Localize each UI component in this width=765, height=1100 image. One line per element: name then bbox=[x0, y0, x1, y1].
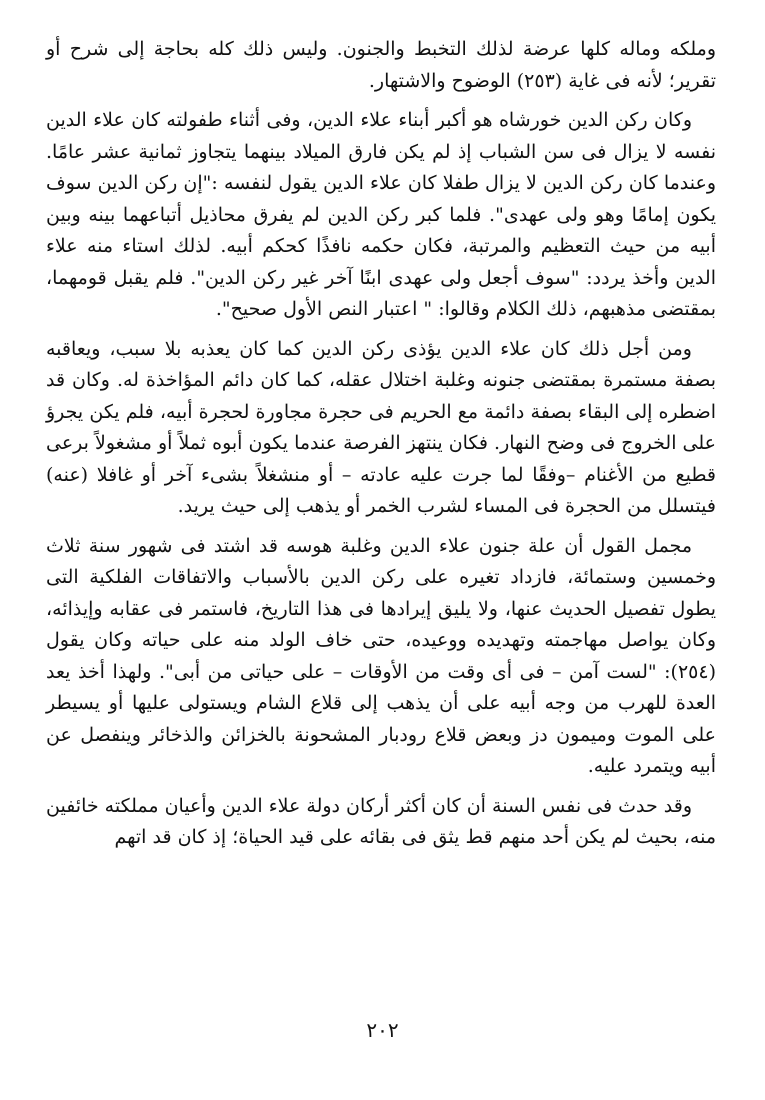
paragraph-5: وقد حدث فى نفس السنة أن كان أكثر أركان دولة علاء الدين وأعيان مملكته خائفين منه، بحيث لم يكن أحد منهم قط يثق فى بقائه على قيد الحياة؛ إذ كان قد اتهم bbox=[46, 794, 716, 848]
page-number: ٢٠٢ bbox=[366, 1018, 399, 1042]
paragraph-2: وكان ركن الدين خورشاه هو أكبر أبناء علاء الدين، وفى أثناء طفولته كان علاء الدين نفسه لا يزال فى سن الشباب إذ لم يكن فارق الميلاد بينهما يتجاوز ثمانية عشر عامًا. وعندما كان ركن الدين لا يزال طفلا كان علاء الدين يقول لنفسه :"إن ركن الدين سوف يكون إمامًا وهو ولى عهدى". فلما كبر ركن الدين لم يفرق محاذيل أتباعهما بينه وبين أبيه من حيث التعظيم والمرتبة، فكان حكمه نافذًا كحكم أبيه. لذلك استاء منه علاء الدين وأخذ يردد: "سوف أجعل ولى عهدى ابنًا آخر غير ركن الدين". فلم يقبل قومهما، بمقتضى مذهبهم، ذلك الكلام وقالوا: " اعتبار النص الأول صحيح". bbox=[46, 109, 716, 320]
paragraph-1: وملكه وماله كلها عرضة لذلك التخبط والجنون. وليس ذلك كله بحاجة إلى شرح أو تقرير؛ لأنه فى غاية (٢٥٣) الوضوح والاشتهار. bbox=[46, 38, 716, 92]
page-body bbox=[46, 34, 716, 862]
paragraph-3: ومن أجل ذلك كان علاء الدين يؤذى ركن الدين كما كان يعذبه بلا سبب، ويعاقبه بصفة مستمرة بمقتضى جنونه وغلبة اختلال عقله، كما كان دائم المؤاخذة له. وكان قد اضطره إلى البقاء بصفة دائمة مع الحريم فى حجرة مجاورة لحجرة أبيه، فلم يكن يجرؤ على الخروج فى وضح النهار. فكان ينتهز الفرصة عندما يكون أبوه ثملاً أو مشغولاً برعى قطيع من الأغنام –وفقًا لما جرت عليه عادته – أو منشغلاً بشىء آخر أو غافلا (عنه) فيتسلل من الحجرة فى المساء لشرب الخمر أو يذهب إلى حيث يريد. bbox=[46, 337, 716, 517]
paragraph-4: مجمل القول أن علة جنون علاء الدين وغلبة هوسه قد اشتد فى شهور سنة ثلاث وخمسين وستمائة، فازداد تغيره على ركن الدين بالأسباب والاتفاقات الفلكية التى يطول تفصيل الحديث عنها، ولا يليق إيرادها فى هذا التاريخ، فاستمر فى عقابه وإيذائه، وكان يواصل مهاجمته وتهديده ووعيده، حتى خاف الولد منه على حياته وكان يقول (٢٥٤): "لست آمن – فى أى وقت من الأوقات – على حياتى من أبى". ولهذا أخذ يعد العدة للهرب من وجه أبيه على أن يذهب إلى قلاع الشام ويستولى عليها أو يسيطر على الموت وميمون دز وبعض قلاع رودبار المشحونة بالخزائن والذخائر وينفصل عن أبيه ويتمرد عليه. bbox=[46, 534, 716, 777]
